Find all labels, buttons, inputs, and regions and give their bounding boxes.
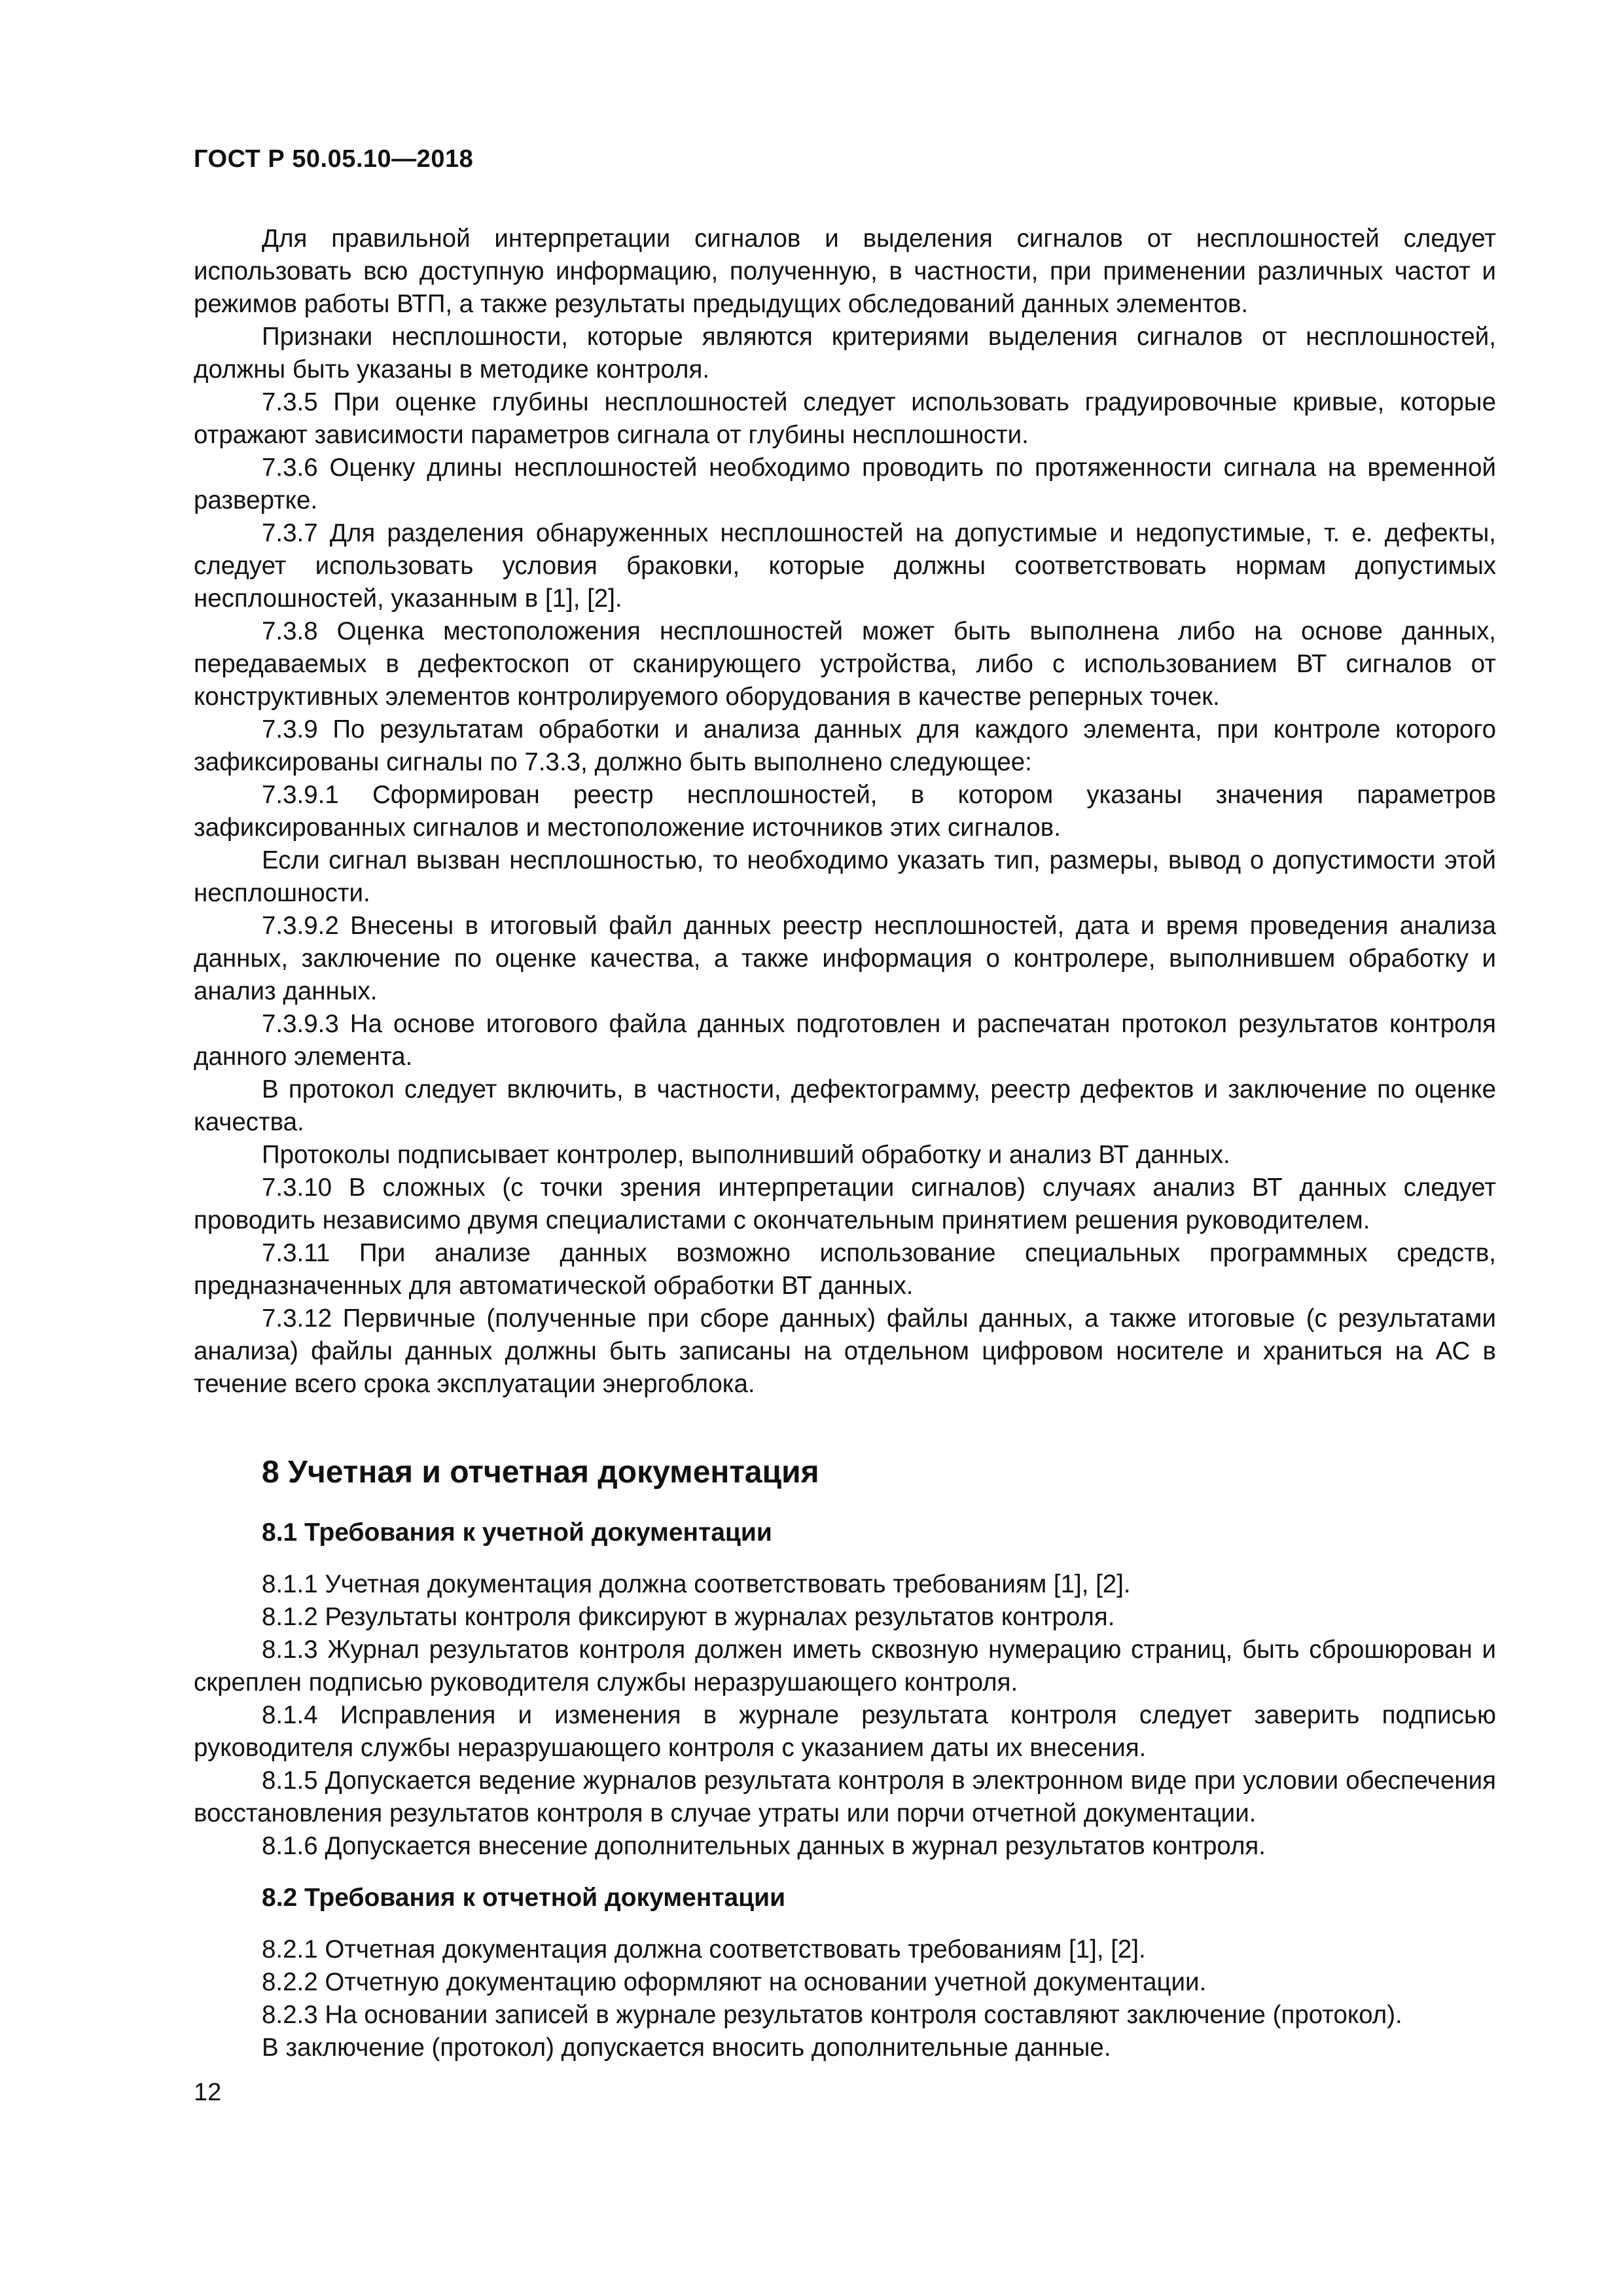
- paragraph-8-2-2: 8.2.2 Отчетную документацию оформляют на основании учетной документации.: [262, 1968, 1207, 1996]
- paragraph: Протоколы подписывает контролер, выполнивший обработку и анализ ВТ данных.: [262, 1141, 1230, 1169]
- document-body: [194, 223, 1496, 2064]
- paragraph-7-3-8: 7.3.8 Оценка местоположения несплошностей может быть выполнена либо на основе данных, передаваемых в дефектоскоп от сканирующего устройства, либо с использованием ВТ сигналов от конструктивных элементов контролируемого оборудования в качестве реперных точек.: [194, 617, 1496, 711]
- paragraph-7-3-7: 7.3.7 Для разделения обнаруженных несплошностей на допустимые и недопустимые, т. е. дефекты, следует использовать условия браковки, которые должны соответствовать нормам допустимых несплошностей, указанным в [1], [2].: [194, 519, 1496, 613]
- subsection-8-2-title: 8.2 Требования к отчетной документации: [262, 1884, 786, 1912]
- paragraph-7-3-5: 7.3.5 При оценке глубины несплошностей следует использовать градуировочные кривые, которые отражают зависимости параметров сигнала от глубины несплошности.: [194, 388, 1496, 449]
- paragraph: Для правильной интерпретации сигналов и выделения сигналов от несплошностей следует использовать всю доступную информацию, полученную, в частности, при применении различных частот и режимов работы ВТП, а также результаты предыдущих обследований данных элементов.: [194, 224, 1496, 318]
- paragraph-7-3-9: 7.3.9 По результатам обработки и анализа данных для каждого элемента, при контроле которого зафиксированы сигналы по 7.3.3, должно быть выполнено следующее:: [194, 715, 1496, 776]
- paragraph-8-1-3: 8.1.3 Журнал результатов контроля должен иметь сквозную нумерацию страниц, быть сброшюрован и скреплен подписью руководителя службы неразрушающего контроля.: [194, 1636, 1496, 1696]
- page-number: 12: [194, 2079, 222, 2106]
- paragraph-8-1-4: 8.1.4 Исправления и изменения в журнале результата контроля следует заверить подписью руководителя службы неразрушающего контроля с указанием даты их внесения.: [194, 1701, 1496, 1762]
- paragraph-7-3-12: 7.3.12 Первичные (полученные при сборе данных) файлы данных, а также итоговые (с результатами анализа) файлы данных должны быть записаны на отдельном цифровом носителе и храниться на АС в течение всего срока эксплуатации энергоблока.: [194, 1304, 1496, 1398]
- paragraph-7-3-9-3: 7.3.9.3 На основе итогового файла данных подготовлен и распечатан протокол результатов контроля данного элемента.: [194, 1010, 1496, 1071]
- paragraph: Признаки несплошности, которые являются критериями выделения сигналов от несплошностей, должны быть указаны в методике контроля.: [194, 323, 1496, 384]
- paragraph-7-3-11: 7.3.11 При анализе данных возможно использование специальных программных средств, предназначенных для автоматической обработки ВТ данных.: [194, 1239, 1496, 1300]
- subsection-8-1-title: 8.1 Требования к учетной документации: [262, 1518, 772, 1547]
- paragraph-7-3-10: 7.3.10 В сложных (с точки зрения интерпретации сигналов) случаях анализ ВТ данных следует проводить независимо двумя специалистами с окончательным принятием решения руководителем.: [194, 1174, 1496, 1234]
- paragraph-7-3-9-2: 7.3.9.2 Внесены в итоговый файл данных реестр несплошностей, дата и время проведения анализа данных, заключение по оценке качества, а также информация о контролере, выполнившем обработку и анализ данных.: [194, 912, 1496, 1005]
- paragraph-8-2-1: 8.2.1 Отчетная документация должна соответствовать требованиям [1], [2].: [262, 1935, 1146, 1964]
- paragraph: Если сигнал вызван несплошностью, то необходимо указать тип, размеры, вывод о допустимости этой несплошности.: [194, 846, 1496, 907]
- document-code-header: ГОСТ Р 50.05.10—2018: [194, 145, 474, 173]
- section-8-title: 8 Учетная и отчетная документация: [262, 1455, 819, 1490]
- paragraph-7-3-9-1: 7.3.9.1 Сформирован реестр несплошностей, в котором указаны значения параметров зафиксированных сигналов и местоположение источников этих сигналов.: [194, 781, 1496, 842]
- paragraph-8-1-6: 8.1.6 Допускается внесение дополнительных данных в журнал результатов контроля.: [262, 1832, 1266, 1860]
- paragraph-8-1-1: 8.1.1 Учетная документация должна соответствовать требованиям [1], [2].: [262, 1570, 1131, 1598]
- paragraph-8-1-2: 8.1.2 Результаты контроля фиксируют в журналах результатов контроля.: [262, 1603, 1115, 1631]
- paragraph: В протокол следует включить, в частности, дефектограмму, реестр дефектов и заключение по оценке качества.: [194, 1075, 1496, 1136]
- paragraph-8-1-5: 8.1.5 Допускается ведение журналов результата контроля в электронном виде при условии обеспечения восстановления результатов контроля в случае утраты или порчи отчетной документации.: [194, 1767, 1496, 1827]
- paragraph-7-3-6: 7.3.6 Оценку длины несплошностей необходимо проводить по протяженности сигнала на временной развертке.: [194, 454, 1496, 514]
- paragraph-8-2-3: 8.2.3 На основании записей в журнале результатов контроля составляют заключение (протокол).: [262, 2001, 1402, 2029]
- paragraph: В заключение (протокол) допускается вносить дополнительные данные.: [262, 2034, 1111, 2062]
